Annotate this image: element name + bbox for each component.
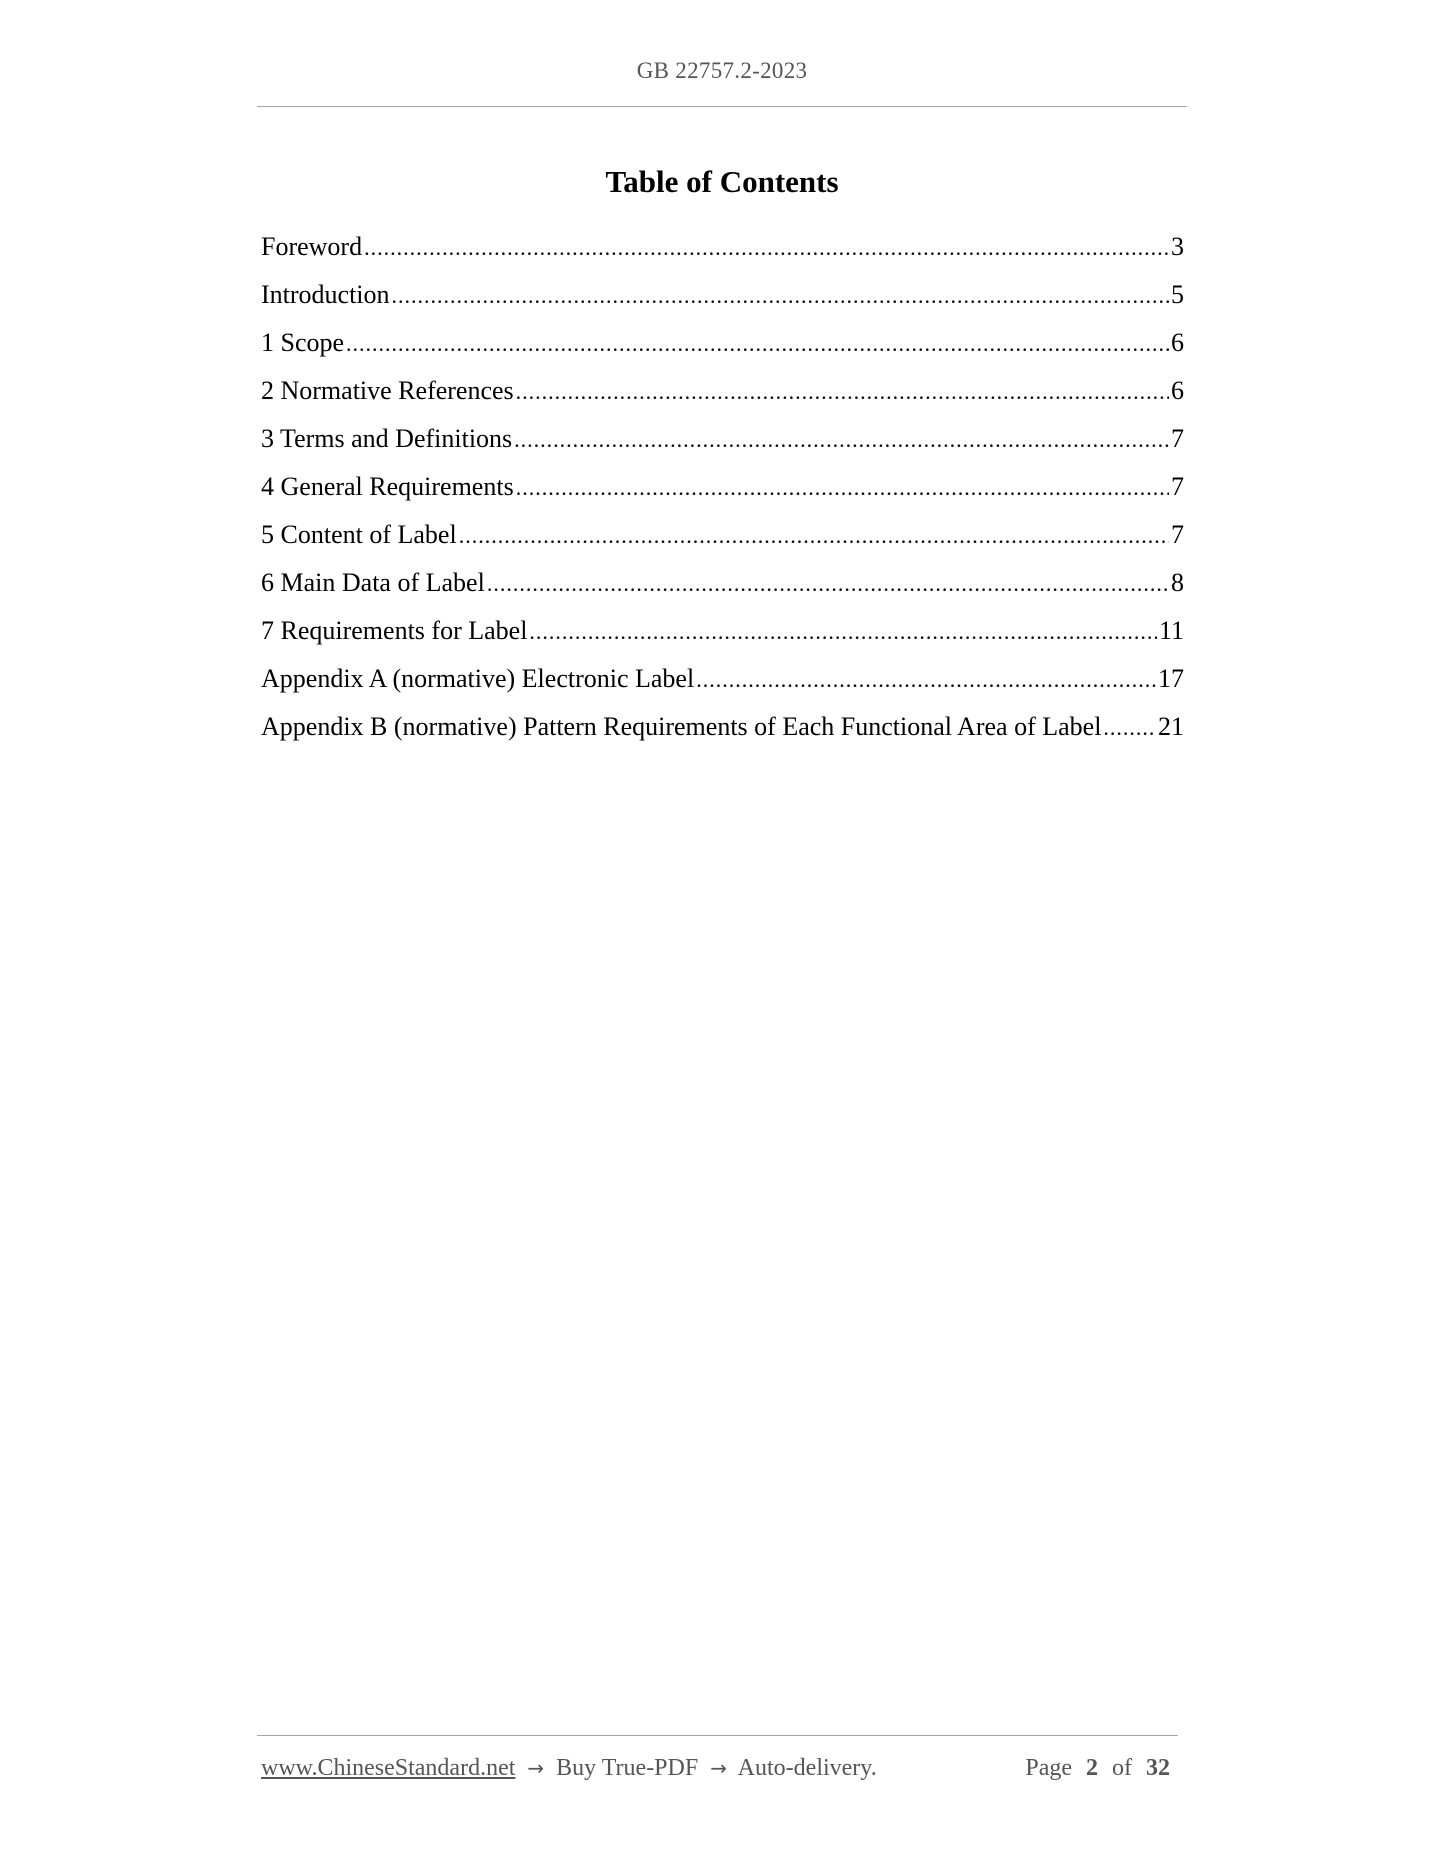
buy-text: Buy True-PDF <box>556 1755 699 1781</box>
toc-entry-page: 7 <box>1171 472 1184 501</box>
dot-leader <box>364 229 1169 267</box>
page-footer <box>261 1755 1178 1782</box>
toc-entry-label: 7 Requirements for Label <box>261 616 528 645</box>
current-page: 2 <box>1086 1755 1098 1781</box>
dot-leader <box>516 373 1169 411</box>
toc-entry-page: 3 <box>1171 232 1184 261</box>
page-header <box>257 58 1187 84</box>
toc-entry-label: 3 Terms and Definitions <box>261 424 513 453</box>
page-word: Page <box>1025 1755 1072 1781</box>
footer-divider <box>257 1735 1178 1736</box>
document-id: GB 22757.2-2023 <box>636 58 808 83</box>
website-link[interactable]: www.ChineseStandard.net <box>261 1755 516 1781</box>
toc-entry-page: 7 <box>1171 424 1184 453</box>
dot-leader <box>1103 709 1156 747</box>
toc-title: Table of Contents <box>605 164 839 199</box>
toc-entry-page: 5 <box>1171 280 1184 309</box>
of-word: of <box>1112 1755 1132 1781</box>
toc-entry-terms-and-definitions[interactable] <box>261 420 1184 468</box>
dot-leader <box>514 421 1169 459</box>
dot-leader <box>346 325 1169 363</box>
toc-entry-page: 7 <box>1171 520 1184 549</box>
toc-entry-scope[interactable] <box>261 324 1184 372</box>
toc-entry-page: 6 <box>1171 328 1184 357</box>
toc-entry-page: 8 <box>1171 568 1184 597</box>
dot-leader <box>696 661 1156 699</box>
toc-entry-requirements-for-label[interactable] <box>261 612 1184 660</box>
toc-entry-general-requirements[interactable] <box>261 468 1184 516</box>
page-number <box>1025 1755 1178 1782</box>
toc-entry-label: 2 Normative References <box>261 376 514 405</box>
dot-leader <box>516 469 1169 507</box>
toc-entry-page: 21 <box>1158 712 1184 741</box>
toc-entry-label: 4 General Requirements <box>261 472 514 501</box>
right-arrow-icon: → <box>710 1756 727 1780</box>
toc-entry-content-of-label[interactable] <box>261 516 1184 564</box>
toc-entry-page: 6 <box>1171 376 1184 405</box>
toc-list <box>261 228 1184 756</box>
dot-leader <box>487 565 1169 603</box>
toc-entry-label: Foreword <box>261 232 363 261</box>
toc-entry-page: 17 <box>1158 664 1184 693</box>
toc-entry-label: Introduction <box>261 280 390 309</box>
toc-entry-label: Appendix A (normative) Electronic Label <box>261 664 695 693</box>
toc-entry-label: 6 Main Data of Label <box>261 568 485 597</box>
toc-entry-main-data-of-label[interactable] <box>261 564 1184 612</box>
toc-entry-normative-references[interactable] <box>261 372 1184 420</box>
right-arrow-icon: → <box>527 1756 545 1780</box>
toc-entry-appendix-b[interactable] <box>261 708 1184 756</box>
toc-entry-label: Appendix B (normative) Pattern Requirements of Each Functional Area of Label <box>261 712 1102 741</box>
header-divider <box>257 106 1187 107</box>
toc-entry-page: 11 <box>1158 616 1184 645</box>
dot-leader <box>529 613 1157 651</box>
footer-promo <box>261 1755 877 1782</box>
total-pages: 32 <box>1146 1755 1170 1781</box>
toc-entry-appendix-a[interactable] <box>261 660 1184 708</box>
dot-leader <box>392 277 1169 315</box>
toc-entry-introduction[interactable] <box>261 276 1184 324</box>
toc-entry-label: 5 Content of Label <box>261 520 457 549</box>
dot-leader <box>459 517 1169 555</box>
toc-entry-label: 1 Scope <box>261 328 345 357</box>
delivery-text: Auto-delivery. <box>737 1755 877 1781</box>
toc-entry-foreword[interactable] <box>261 228 1184 276</box>
